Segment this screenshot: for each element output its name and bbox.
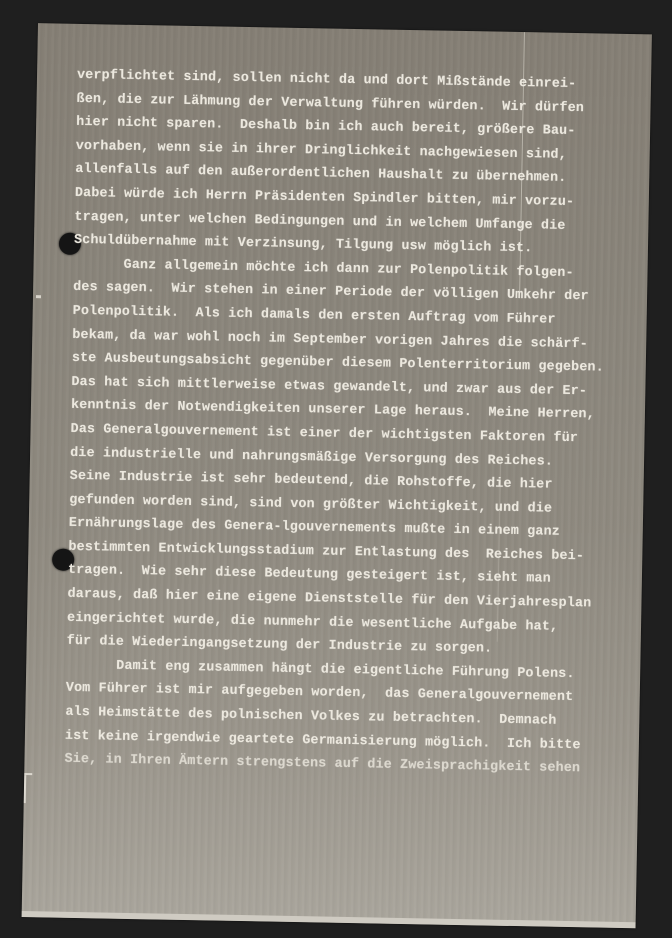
text-line: verpflichtet sind, sollen nicht da und dort Mißstände einrei- xyxy=(76,67,577,93)
text-line: Das hat sich mittlerweise etwas gewandelt, und zwar aus der Er- xyxy=(71,374,588,400)
text-line: ist keine irgendwie geartete Germanisierung möglich. Ich bitte xyxy=(64,728,581,753)
text-line: gefunden worden sind, sind von größter Wichtigkeit, und die xyxy=(69,492,553,517)
text-line: eingerichtet wurde, die nunmehr die wesentliche Aufgabe hat, xyxy=(66,610,559,635)
text-line: bekam, da war wohl noch im September vorigen Jahres die schärf- xyxy=(72,327,589,352)
paragraph xyxy=(66,253,633,664)
text-line: Das Generalgouvernement ist einer der wichtigsten Faktoren für xyxy=(70,421,579,447)
paragraph xyxy=(64,654,626,782)
text-line: kenntnis der Notwendigkeiten unserer Lage heraus. Meine Herren, xyxy=(70,398,595,423)
text-line: tragen. Wie sehr diese Bedeutung gesteigert ist, sieht man xyxy=(67,563,551,588)
text-line: die industrielle und nahrungsmäßige Versorgung des Reiches. xyxy=(69,445,554,470)
text-line: Polenpolitik. Als ich damals den ersten Auftrag vom Führer xyxy=(72,303,556,328)
text-line: Schuldübernahme mit Verzinsung, Tilgung usw möglich ist. xyxy=(73,233,533,257)
text-line: ste Ausbeutungsabsicht gegenüber diesem Polenterritorium gegeben. xyxy=(71,350,604,376)
text-line: Damit eng zusammen hängt die eigentliche Führung Polens. xyxy=(116,658,575,682)
text-line: ßen, die zur Lähmung der Verwaltung führen würden. Wir dürfen xyxy=(76,91,585,116)
text-line: Sie, in Ihren Ämtern strengstens auf die Zweisprachigkeit sehen xyxy=(64,751,581,777)
text-line: daraus, daß hier eine eigene Dienststelle für den Vierjahresplan xyxy=(67,586,592,612)
text-line: hier nicht sparen. Deshalb bin ich auch bereit, größere Bau- xyxy=(76,115,576,140)
text-line: Vom Führer ist mir aufgegeben worden, das Generalgouvernement xyxy=(65,681,574,706)
document-page xyxy=(22,23,652,928)
typed-text xyxy=(64,64,637,782)
margin-mark xyxy=(36,295,41,298)
text-line: als Heimstätte des polnischen Volkes zu betrachten. Demnach xyxy=(65,704,557,729)
text-line: bestimmten Entwicklungsstadium zur Entlastung des Reiches bei- xyxy=(68,539,585,565)
text-line: allenfalls auf den außerordentlichen Haushalt zu übernehmen. xyxy=(75,162,567,187)
text-line: vorhaben, wenn sie in ihrer Dringlichkeit nachgewiesen sind, xyxy=(75,138,567,163)
text-line: Ernährungslage des Genera-lgouvernements mußte in einem ganz xyxy=(68,516,561,541)
text-line: des sagen. Wir stehen in einer Periode der völligen Umkehr der xyxy=(73,280,589,305)
paragraph xyxy=(74,64,637,263)
text-line: Seine Industrie ist sehr bedeutend, die Rohstoffe, die hier xyxy=(69,468,553,493)
text-line: Ganz allgemein möchte ich dann zur Polenpolitik folgen- xyxy=(123,257,574,281)
text-line: Dabei würde ich Herrn Präsidenten Spindler bitten, mir vorzu- xyxy=(74,185,575,210)
text-line: für die Wiederingangsetzung der Industrie zu sorgen. xyxy=(66,634,493,657)
text-line: tragen, unter welchen Bedingungen und in welchem Umfange die xyxy=(74,209,566,234)
bracket-mark xyxy=(24,773,33,803)
